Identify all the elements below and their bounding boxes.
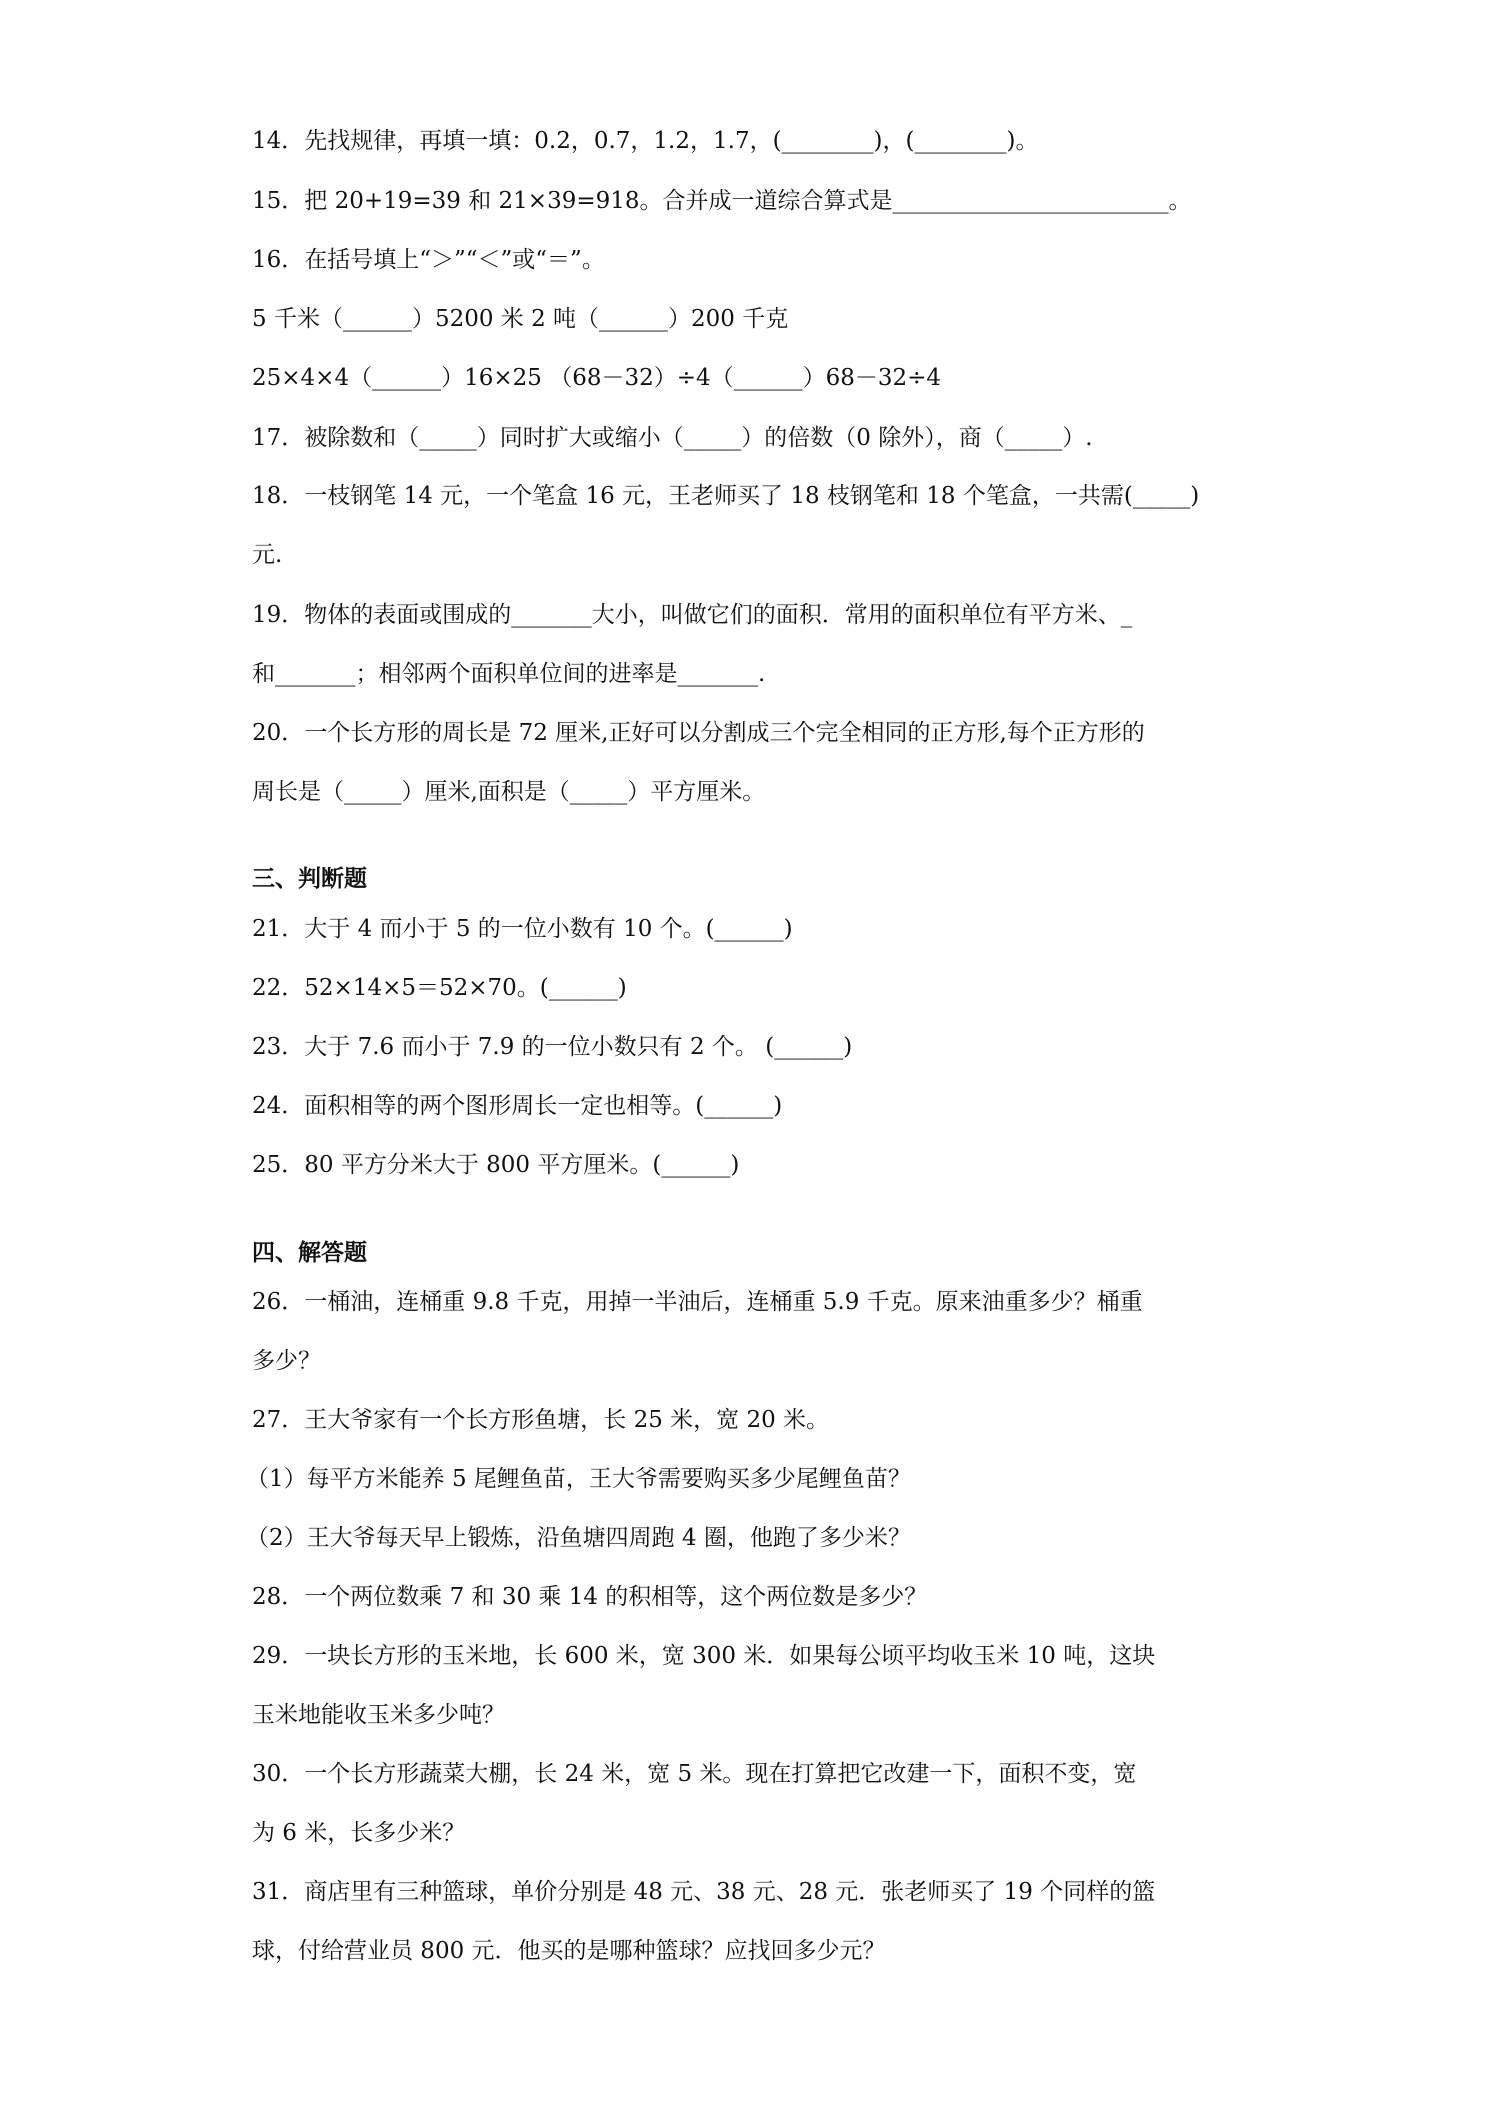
question-23: 23．大于 7.6 而小于 7.9 的一位小数只有 2 个。 (______) bbox=[252, 1034, 853, 1060]
section-heading-judge: 三、判断题 bbox=[252, 865, 367, 892]
question-16-row-2: 25×4×4（______）16×25 （68－32）÷4（______）68－32÷4 bbox=[252, 365, 942, 391]
question-14: 14．先找规律，再填一填：0.2，0.7，1.2，1.7，(________)，(________)。 bbox=[252, 128, 1039, 154]
question-31-line-2: 球，付给营业员 800 元．他买的是哪种篮球？应找回多少元？ bbox=[252, 1938, 886, 1964]
question-21: 21．大于 4 而小于 5 的一位小数有 10 个。(______) bbox=[252, 916, 793, 942]
question-30-line-2: 为 6 米，长多少米？ bbox=[252, 1820, 466, 1846]
question-27: 27．王大爷家有一个长方形鱼塘，长 25 米，宽 20 米。 bbox=[252, 1407, 830, 1433]
question-26-line-2: 多少？ bbox=[252, 1348, 321, 1374]
question-27-part-2: （2）王大爷每天早上锻炼，沿鱼塘四周跑 4 圈，他跑了多少米？ bbox=[246, 1525, 911, 1551]
question-26-line-1: 26．一桶油，连桶重 9.8 千克，用掉一半油后，连桶重 5.9 千克。原来油重多少？桶重 bbox=[252, 1289, 1143, 1315]
question-29-line-2: 玉米地能收玉米多少吨？ bbox=[252, 1702, 505, 1728]
question-15: 15．把 20+19=39 和 21×39=918。合并成一道综合算式是________________________。 bbox=[252, 188, 1192, 214]
question-20-line-1: 20．一个长方形的周长是 72 厘米,正好可以分割成三个完全相同的正方形,每个正方形的 bbox=[252, 720, 1145, 746]
question-25: 25．80 平方分米大于 800 平方厘米。(______) bbox=[252, 1152, 740, 1178]
question-17: 17．被除数和（_____）同时扩大或缩小（_____）的倍数（0 除外），商（_____）. bbox=[252, 425, 1093, 451]
question-29-line-1: 29．一块长方形的玉米地，长 600 米，宽 300 米．如果每公顷平均收玉米 10 吨，这块 bbox=[252, 1643, 1156, 1669]
question-28: 28．一个两位数乘 7 和 30 乘 14 的积相等，这个两位数是多少？ bbox=[252, 1584, 928, 1610]
question-20-line-2: 周长是（_____）厘米,面积是（_____）平方厘米。 bbox=[252, 779, 766, 805]
question-19-line-1: 19．物体的表面或围成的_______大小，叫做它们的面积．常用的面积单位有平方米、_ bbox=[252, 602, 1133, 628]
question-27-part-1: （1）每平方米能养 5 尾鲤鱼苗，王大爷需要购买多少尾鲤鱼苗？ bbox=[246, 1466, 911, 1492]
question-19-line-2: 和_______；相邻两个面积单位间的进率是_______. bbox=[252, 661, 766, 687]
question-16-row-1: 5 千米（______）5200 米 2 吨（______）200 千克 bbox=[252, 306, 789, 332]
question-24: 24．面积相等的两个图形周长一定也相等。(______) bbox=[252, 1093, 783, 1119]
question-18-line-1: 18．一枝钢笔 14 元，一个笔盒 16 元，王老师买了 18 枝钢笔和 18 个笔盒，一共需(_____) bbox=[252, 483, 1200, 509]
question-30-line-1: 30．一个长方形蔬菜大棚，长 24 米，宽 5 米。现在打算把它改建一下，面积不变，宽 bbox=[252, 1761, 1137, 1787]
question-16: 16．在括号填上“＞”“＜”或“＝”。 bbox=[252, 247, 605, 273]
question-18-line-2: 元. bbox=[252, 542, 283, 568]
question-31-line-1: 31．商店里有三种篮球，单价分别是 48 元、38 元、28 元．张老师买了 19 个同样的篮 bbox=[252, 1879, 1156, 1905]
question-22: 22．52×14×5＝52×70。(______) bbox=[252, 975, 627, 1001]
section-heading-answer: 四、解答题 bbox=[252, 1239, 367, 1266]
